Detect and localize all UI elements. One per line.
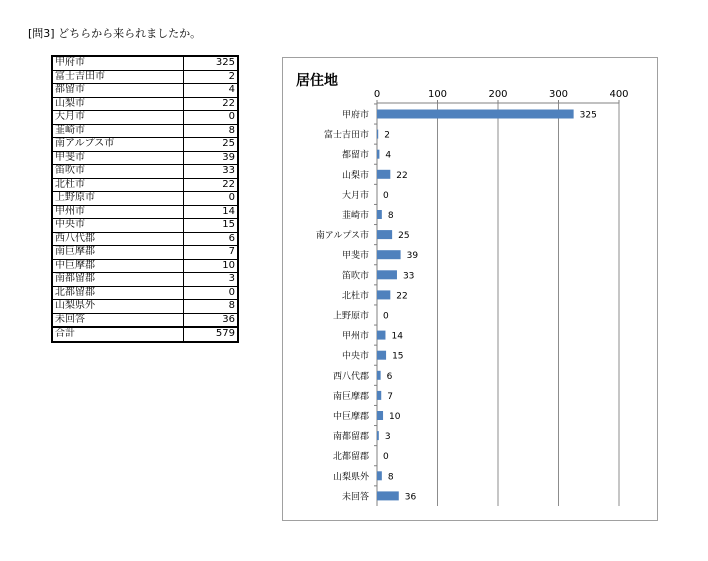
row-value: 10 — [184, 259, 239, 273]
row-value: 36 — [184, 313, 239, 327]
table-row — [52, 165, 238, 179]
bar — [377, 411, 383, 420]
row-value: 0 — [184, 286, 239, 300]
table-row — [52, 232, 238, 246]
table-row — [52, 84, 238, 98]
table-row — [52, 124, 238, 138]
bar — [377, 351, 386, 360]
category-label: 甲府市 — [341, 110, 369, 121]
table-row — [52, 300, 238, 314]
row-label: 韮崎市 — [52, 124, 184, 138]
table-row — [52, 151, 238, 165]
bar — [377, 371, 381, 380]
bar — [377, 491, 399, 500]
category-label: 北都留郡 — [332, 452, 369, 463]
row-label: 上野原市 — [52, 192, 184, 206]
bar-chart — [283, 58, 659, 522]
x-tick-label: 400 — [609, 89, 629, 100]
table-total-row — [52, 327, 238, 342]
bar — [377, 471, 382, 480]
x-tick-label: 200 — [488, 89, 508, 100]
chart-frame — [282, 57, 658, 521]
bar — [377, 110, 574, 119]
category-label: 中巨摩郡 — [332, 412, 369, 422]
category-label: 富士吉田市 — [323, 130, 369, 141]
question-text: [問3] どちらから来られましたか。 — [28, 27, 202, 40]
data-label: 25 — [398, 231, 410, 242]
category-label: 北杜市 — [341, 291, 369, 302]
bar — [377, 130, 378, 139]
row-value: 22 — [184, 178, 239, 192]
row-label: 北都留郡 — [52, 286, 184, 300]
table-row — [52, 259, 238, 273]
row-value: 39 — [184, 151, 239, 165]
table-row — [52, 178, 238, 192]
row-value: 14 — [184, 205, 239, 219]
table-row — [52, 219, 238, 233]
data-label: 15 — [392, 351, 404, 362]
bar — [377, 230, 392, 239]
row-value: 0 — [184, 111, 239, 125]
row-value: 4 — [184, 84, 239, 98]
row-value: 8 — [184, 300, 239, 314]
category-label: 韮崎市 — [341, 211, 369, 221]
bar — [377, 290, 390, 299]
table-row — [52, 56, 238, 70]
data-label: 10 — [389, 412, 401, 422]
chart-title: 居住地 — [296, 73, 338, 89]
category-label: 山梨県外 — [332, 472, 369, 483]
bar — [377, 270, 397, 279]
table-row — [52, 273, 238, 287]
row-label: 甲斐市 — [52, 151, 184, 165]
row-label: 大月市 — [52, 111, 184, 125]
row-value: 8 — [184, 124, 239, 138]
row-label: 南都留郡 — [52, 273, 184, 287]
data-label: 8 — [387, 211, 394, 221]
row-label: 笛吹市 — [52, 165, 184, 179]
row-value: 22 — [184, 97, 239, 111]
row-label: 都留市 — [52, 84, 184, 98]
data-label: 22 — [396, 291, 408, 302]
data-label: 325 — [579, 110, 597, 121]
row-label: 南アルプス市 — [52, 138, 184, 152]
data-label: 2 — [384, 130, 390, 141]
category-label: 山梨市 — [341, 170, 369, 181]
data-label: 33 — [402, 271, 415, 282]
row-label: 未回答 — [52, 313, 184, 327]
table-row — [52, 192, 238, 206]
row-value: 7 — [184, 246, 239, 260]
data-label: 4 — [385, 150, 392, 161]
category-label: 大月市 — [341, 190, 369, 201]
row-label: 中巨摩郡 — [52, 259, 184, 273]
data-label: 0 — [383, 452, 389, 463]
row-value: 325 — [184, 56, 239, 70]
bar — [377, 170, 390, 179]
table-row — [52, 111, 238, 125]
data-label: 3 — [384, 432, 391, 443]
data-label: 14 — [391, 331, 403, 342]
data-label: 39 — [406, 251, 419, 262]
total-label: 合計 — [52, 327, 184, 342]
row-value: 2 — [184, 70, 239, 84]
data-label: 8 — [387, 472, 394, 483]
data-label: 0 — [383, 311, 389, 322]
table-row — [52, 286, 238, 300]
row-label: 南巨摩郡 — [52, 246, 184, 260]
table-row — [52, 97, 238, 111]
data-label: 36 — [404, 492, 417, 503]
category-label: 南都留郡 — [332, 432, 369, 443]
category-label: 西八代郡 — [332, 371, 369, 382]
row-label: 山梨県外 — [52, 300, 184, 314]
category-label: 甲州市 — [341, 331, 369, 342]
data-label: 7 — [387, 391, 393, 402]
category-label: 笛吹市 — [341, 271, 369, 282]
category-label: 未回答 — [341, 492, 369, 503]
bar — [377, 391, 381, 400]
total-value: 579 — [184, 327, 239, 342]
row-label: 甲州市 — [52, 205, 184, 219]
row-value: 33 — [184, 165, 239, 179]
category-label: 上野原市 — [332, 311, 369, 322]
bar — [377, 331, 385, 340]
row-value: 15 — [184, 219, 239, 233]
row-label: 山梨市 — [52, 97, 184, 111]
row-label: 富士吉田市 — [52, 70, 184, 84]
bar — [377, 150, 379, 159]
data-label: 0 — [383, 190, 389, 201]
row-label: 中央市 — [52, 219, 184, 233]
bar — [377, 210, 382, 219]
x-tick-label: 100 — [427, 89, 448, 100]
x-tick-label: 0 — [373, 89, 381, 100]
bar — [377, 250, 401, 259]
row-value: 6 — [184, 232, 239, 246]
table-row — [52, 138, 238, 152]
table-row — [52, 70, 238, 84]
table-row — [52, 246, 238, 260]
table-row — [52, 313, 238, 327]
category-label: 甲斐市 — [341, 251, 369, 262]
row-label: 北杜市 — [52, 178, 184, 192]
row-label: 甲府市 — [52, 56, 184, 70]
category-label: 都留市 — [341, 150, 369, 161]
data-label: 6 — [386, 371, 393, 382]
row-value: 3 — [184, 273, 239, 287]
category-label: 中央市 — [341, 351, 369, 362]
bar — [377, 431, 379, 440]
category-label: 南巨摩郡 — [332, 391, 369, 402]
data-table — [51, 55, 239, 343]
row-value: 0 — [184, 192, 239, 206]
category-label: 南アルプス市 — [315, 231, 369, 242]
x-tick-label: 300 — [548, 89, 569, 100]
table-row — [52, 205, 238, 219]
data-label: 22 — [396, 170, 408, 181]
row-value: 25 — [184, 138, 239, 152]
row-label: 西八代郡 — [52, 232, 184, 246]
